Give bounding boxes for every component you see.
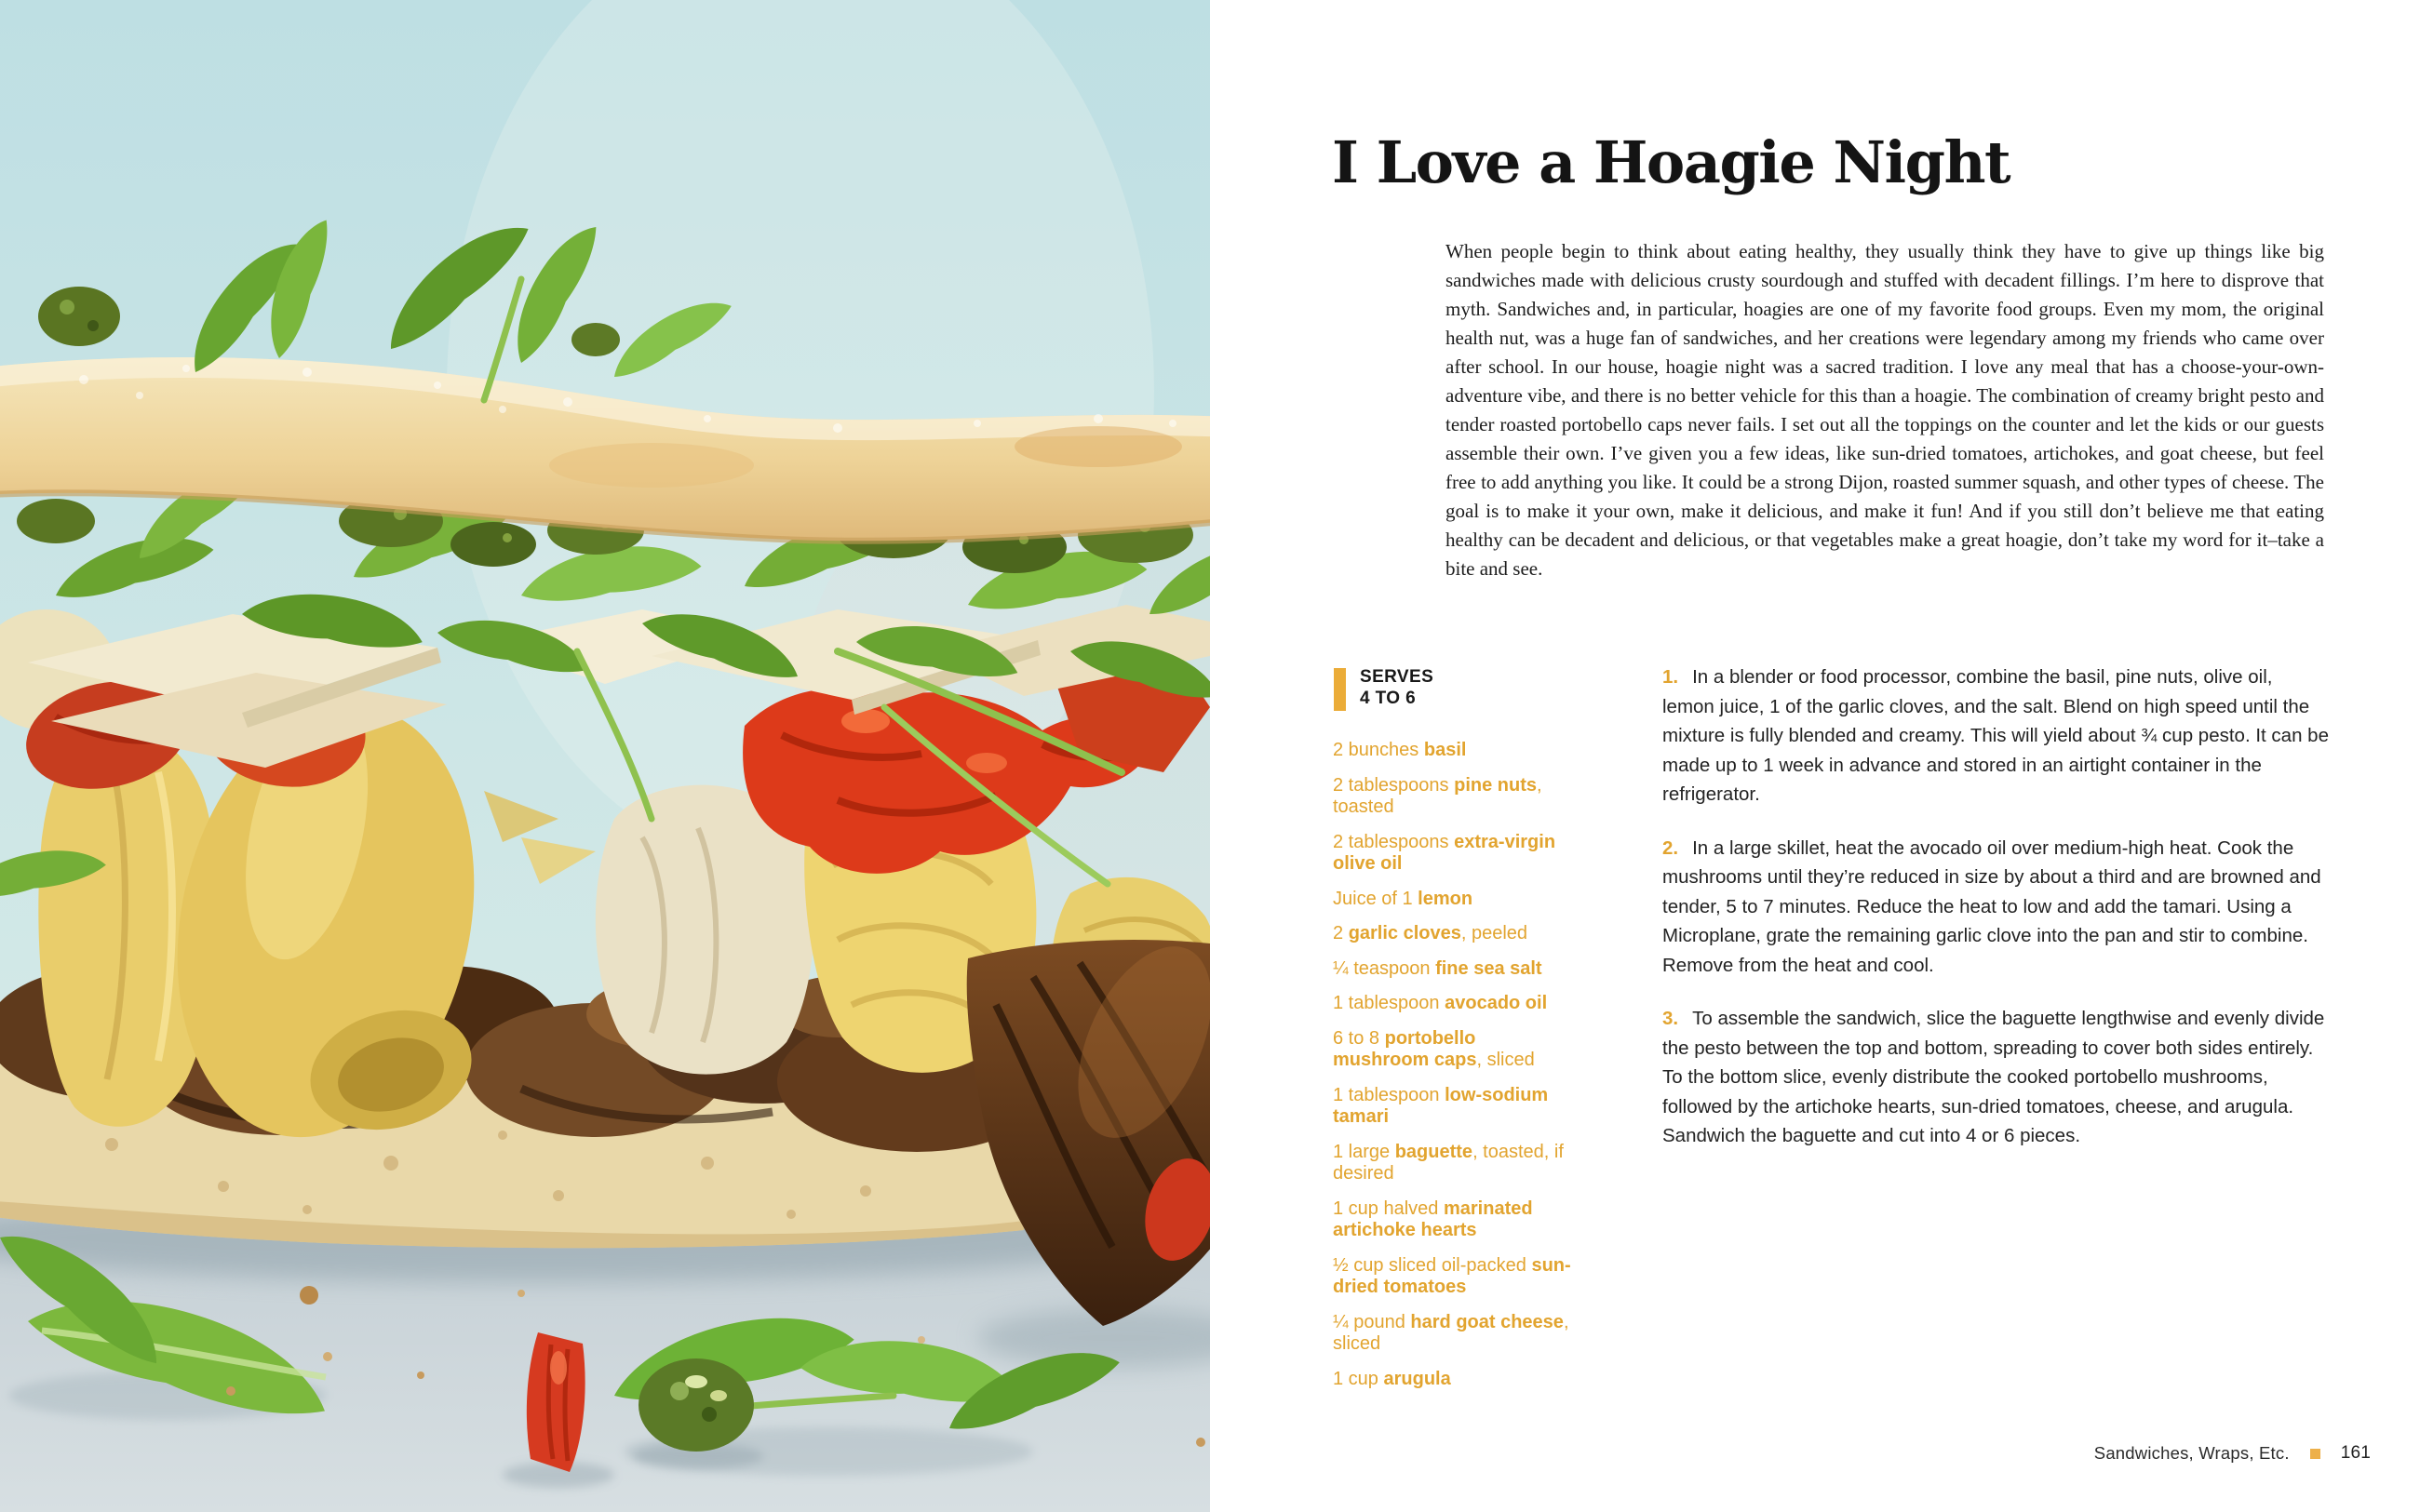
footer-page-number: 161 bbox=[2340, 1443, 2371, 1463]
ingredient-item: 2 tablespoons extra-virgin olive oil bbox=[1333, 831, 1556, 874]
recipe-step bbox=[1662, 834, 2329, 981]
ingredient-item: 1 large baguette, toasted, if desired bbox=[1333, 1141, 1564, 1184]
step-number: 2. bbox=[1662, 836, 1679, 859]
ingredient-item: ¼ teaspoon fine sea salt bbox=[1333, 957, 1542, 979]
recipe-step bbox=[1662, 1004, 2329, 1151]
ingredient-item: 2 garlic cloves, peeled bbox=[1333, 923, 1528, 943]
ingredient-item: 6 to 8 portobello mushroom caps, sliced bbox=[1333, 1027, 1535, 1070]
serves-block bbox=[1334, 666, 1433, 711]
steps-list bbox=[1662, 662, 2329, 1175]
page-footer bbox=[2094, 1443, 2371, 1464]
serves-label: SERVES bbox=[1360, 667, 1434, 687]
serves-accent-bar bbox=[1334, 668, 1346, 711]
step-text: In a blender or food processor, combine the basil, pine nuts, olive oil, lemon juice, 1 of the garlic cloves, and the salt. Blend on high speed until the mixture is fully blended and creamy. This will yield about ¾ cup pesto. It can be made up to 1 week in advance and stored in an airtight container in the refrigerator. bbox=[1662, 666, 2329, 805]
footer-section-label: Sandwiches, Wraps, Etc. bbox=[2093, 1443, 2290, 1463]
ingredient-item: ¼ pound hard goat cheese, sliced bbox=[1333, 1311, 1569, 1354]
step-text: To assemble the sandwich, slice the baguette lengthwise and evenly divide the pesto between the top and bottom, spreading to cover both sides entirely. To the bottom slice, evenly distribute the cooked portobello mushrooms, followed by the artichoke hearts, sun-dried tomatoes, cheese, and arugula. Sandwich the baguette and cut into 4 or 6 pieces. bbox=[1662, 1008, 2325, 1146]
ingredient-list bbox=[1333, 740, 1577, 1403]
step-text: In a large skillet, heat the avocado oil over medium-high heat. Cook the mushrooms until they’re reduced in size by about a third and are browned and tender, 5 to 7 minutes. Reduce the heat to low and add the tamari. Using a Microplane, grate the remaining garlic clove into the pan and stir to combine. Remove from the heat and cool. bbox=[1662, 836, 2321, 976]
ingredient-item: 1 tablespoon avocado oil bbox=[1333, 993, 1548, 1013]
recipe-step bbox=[1662, 662, 2329, 810]
ingredient-item: 1 tablespoon low-sodium tamari bbox=[1333, 1084, 1549, 1127]
ingredient-item: Juice of 1 lemon bbox=[1333, 888, 1473, 909]
ingredient-item: ½ cup sliced oil-packed sun-dried tomatoes bbox=[1333, 1254, 1571, 1297]
serves-text bbox=[1360, 666, 1433, 709]
intro-paragraph: When people begin to think about eating healthy, they usually think they have to give up things like big sandwiches made with delicious crusty sourdough and stuffed with decadent fillings. I’m here to disprove that myth. Sandwiches and, in particular, hoagies are one of my favorite food groups. Even my mom, the original health nut, was a huge fan of sandwiches, and her creations were legendary among my friends who came over after school. In our house, hoagie night was a sacred tradition. I love any meal that has a choose-your-own-adventure vibe, and there is no better vehicle for this than a hoagie. The combination of creamy bright pesto and tender roasted portobello caps never fails. I set out all the toppings on the counter and let the kids or our guests assemble their own. I’ve given you a few ideas, like sun-dried tomatoes, artichokes, and goat cheese, but feel free to add anything you like. It could be a strong Dijon, roasted summer squash, and other types of cheese. The goal is to make it your own, make it delicious, and make it fun! And if you still don’t believe me that eating healthy can be decadent and delicious, or that vegetables make a great hoagie, don’t take my word for it–take a bite and see. bbox=[1445, 240, 2324, 580]
step-number: 1. bbox=[1662, 666, 1679, 688]
serves-value: 4 TO 6 bbox=[1360, 689, 1417, 708]
ingredient-item: 2 bunches basil bbox=[1333, 740, 1467, 760]
ingredient-item: 2 tablespoons pine nuts, toasted bbox=[1333, 774, 1542, 817]
footer-square-icon bbox=[2310, 1449, 2320, 1459]
step-number: 3. bbox=[1662, 1008, 1679, 1029]
page-title: I Love a Hoagie Night bbox=[1332, 127, 2010, 196]
recipe-page bbox=[1210, 0, 2420, 1512]
ingredient-item: 1 cup halved marinated artichoke hearts bbox=[1333, 1198, 1533, 1240]
ingredient-item: 1 cup arugula bbox=[1333, 1368, 1451, 1389]
